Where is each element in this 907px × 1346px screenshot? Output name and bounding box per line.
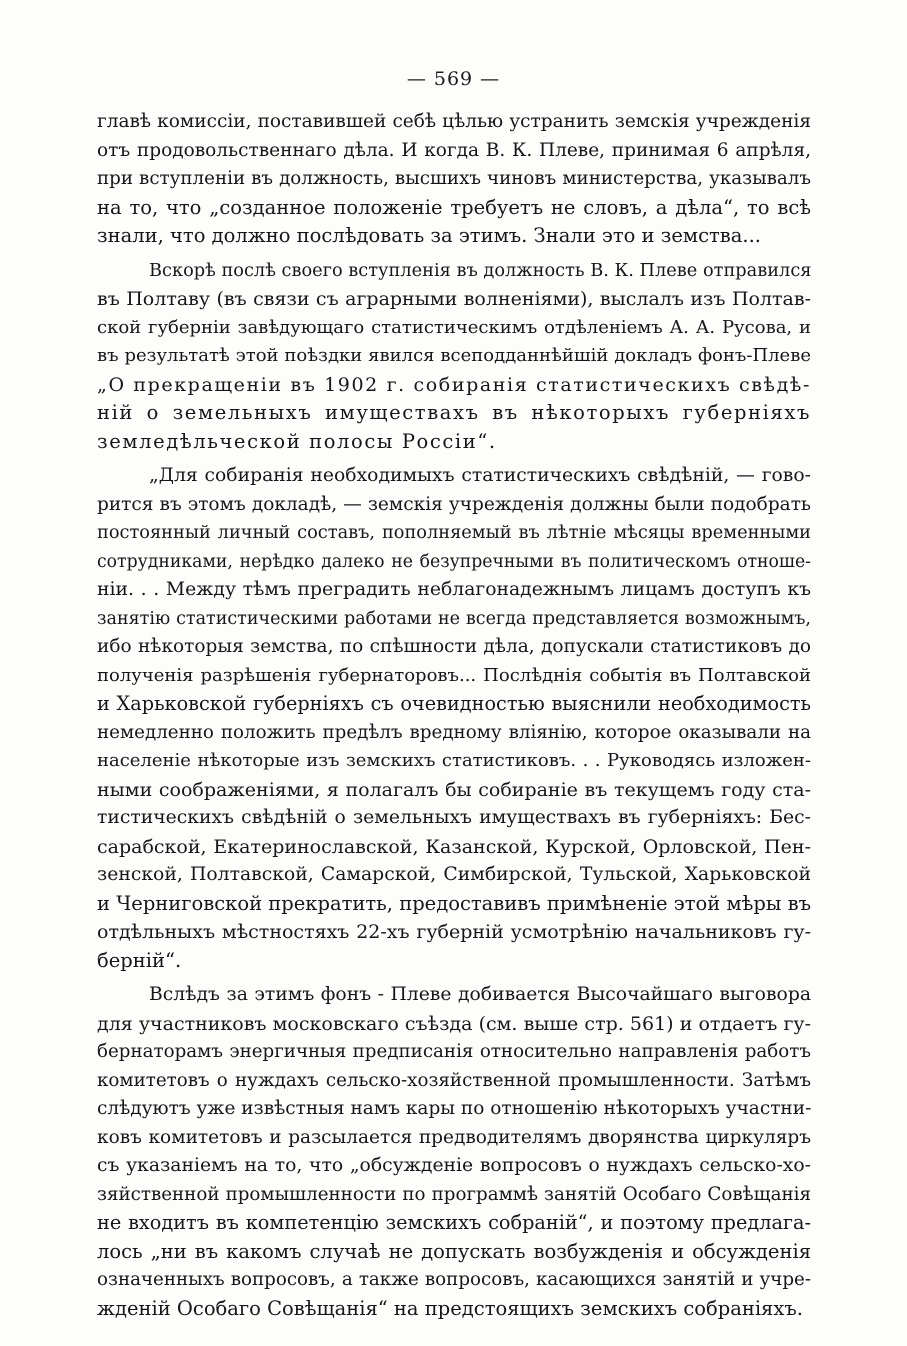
paragraph [97,108,811,251]
text-line: ній о земельныхъ имуществахъ въ нѣкоторыхъ губерніяхъ [97,401,811,424]
paragraph [97,981,811,1323]
text-line: съ указаніемъ на то, что „обсужденіе вопросовъ о нуждахъ сельско-хо- [97,1155,811,1176]
text-line: въ результатѣ этой поѣздки явился всеподданнѣйшій докладъ фонъ-Плеве [97,345,811,366]
text-line: немедленно положить предѣлъ вредному вліянію, которое оказывали на [97,721,811,743]
text-line: занятію статистическими работами не всегда представляется возможнымъ, [97,608,811,629]
text-line: не входитъ въ компетенцію земскихъ собраній“, и поэтому предлага- [97,1211,811,1234]
paragraph [97,462,811,975]
text-line: сарабской, Екатеринославской, Казанской, Курской, Орловской, Пен- [97,835,811,858]
text-line: отъ продовольственнаго дѣла. И когда В. К. Плеве, принимая 6 апрѣля, [97,139,811,161]
text-line: населеніе нѣкоторые изъ земскихъ статистиковъ. . . Руководясь изложен- [97,750,811,771]
text-line: Вслѣдъ за этимъ фонъ - Плеве добивается Высочайшаго выговора [149,984,811,1005]
text-line: „О прекращеніи въ 1902 г. собиранія статистическихъ свѣдѣ- [97,373,811,396]
text-line: знали, что должно послѣдовать за этимъ. Знали это и земства... [97,224,762,247]
text-line: земледѣльческой полосы Россіи“. [97,429,497,453]
text-line: ными соображеніями, я полагалъ бы собираніе въ текущемъ году ста- [97,778,811,801]
text-line: для участниковъ московскаго съѣзда (см. выше стр. 561) и отдаетъ гу- [97,1012,811,1035]
text-line: Вскорѣ послѣ своего вступленія въ должность В. К. Плеве отправился [149,260,811,281]
text-line: полученія разрѣшенія губернаторовъ... Послѣднія событія въ Полтавской [97,664,811,686]
text-line: бернаторамъ энергичныя предписанія относительно направленія работъ [97,1041,811,1062]
text-line: отдѣльныхъ мѣстностяхъ 22-хъ губерній усмотрѣнію начальниковъ гу- [97,921,811,943]
text-line: ибо нѣкоторыя земства, по спѣшности дѣла, допускали статистиковъ до [97,636,811,657]
text-line: комитетовъ о нуждахъ сельско-хозяйственной промышленности. Затѣмъ [97,1069,811,1091]
text-line: лось „ни въ какомъ случаѣ не допускать возбужденія и обсужденія [97,1239,811,1263]
text-line: берній“. [97,948,182,972]
text-line: означенныхъ вопросовъ, а также вопросовъ, касающихся занятій и учре- [97,1269,811,1290]
text-line: рится въ этомъ докладѣ, — земскія учрежденія должны были подобрать [97,493,811,515]
text-line: ковъ комитетовъ и разсылается предводителямъ дворянства циркуляръ [97,1126,811,1148]
text-line: и Черниговской прекратить, предоставивъ примѣненіе этой мѣры въ [97,891,811,915]
text-line: зяйственной промышленности по программѣ занятій Особаго Совѣщанія [97,1183,811,1205]
text-line: зенской, Полтавской, Самарской, Симбирской, Тульской, Харьковской [97,864,811,885]
text-line: ской губерніи завѣдующаго статистическимъ отдѣленіемъ А. А. Русова, и [97,316,811,338]
text-line: сотрудниками, нерѣдко далеко не безупречными въ политическомъ отноше- [97,551,811,572]
text-line: „Для собиранія необходимыхъ статистическихъ свѣдѣній, — гово- [149,465,811,486]
text-line: постоянный личный составъ, пополняемый въ лѣтніе мѣсяцы временными [97,523,811,543]
text-line: при вступленіи въ должность, высшихъ чиновъ министерства, указывалъ [97,168,811,189]
text-line: на то, что „созданное положеніе требуетъ не словъ, а дѣла“, то всѣ [97,195,811,219]
text-line: жденій Особаго Совѣщанія“ на предстоящихъ земскихъ собраніяхъ. [97,1296,803,1320]
text-line: и Харьковской губерніяхъ съ очевидностью выяснили необходимость [97,692,811,715]
page-number: — 569 — [406,68,501,90]
text-line: слѣдуютъ уже извѣстныя намъ кары по отношенію нѣкоторыхъ участни- [97,1098,811,1119]
text-line: тистическихъ свѣдѣній о земельныхъ имуществахъ въ губерніяхъ: Бес- [97,807,811,828]
text-line: ніи. . . Между тѣмъ преградить неблагонадежнымъ лицамъ доступъ къ [97,579,811,600]
text-line: главѣ комиссіи, поставившей себѣ цѣлью устранить земскія учрежденія [97,111,811,132]
text-line: въ Полтаву (въ связи съ аграрными волненіями), выслалъ изъ Полтав- [97,288,811,310]
body-text [97,108,811,1323]
paragraph [97,257,811,457]
